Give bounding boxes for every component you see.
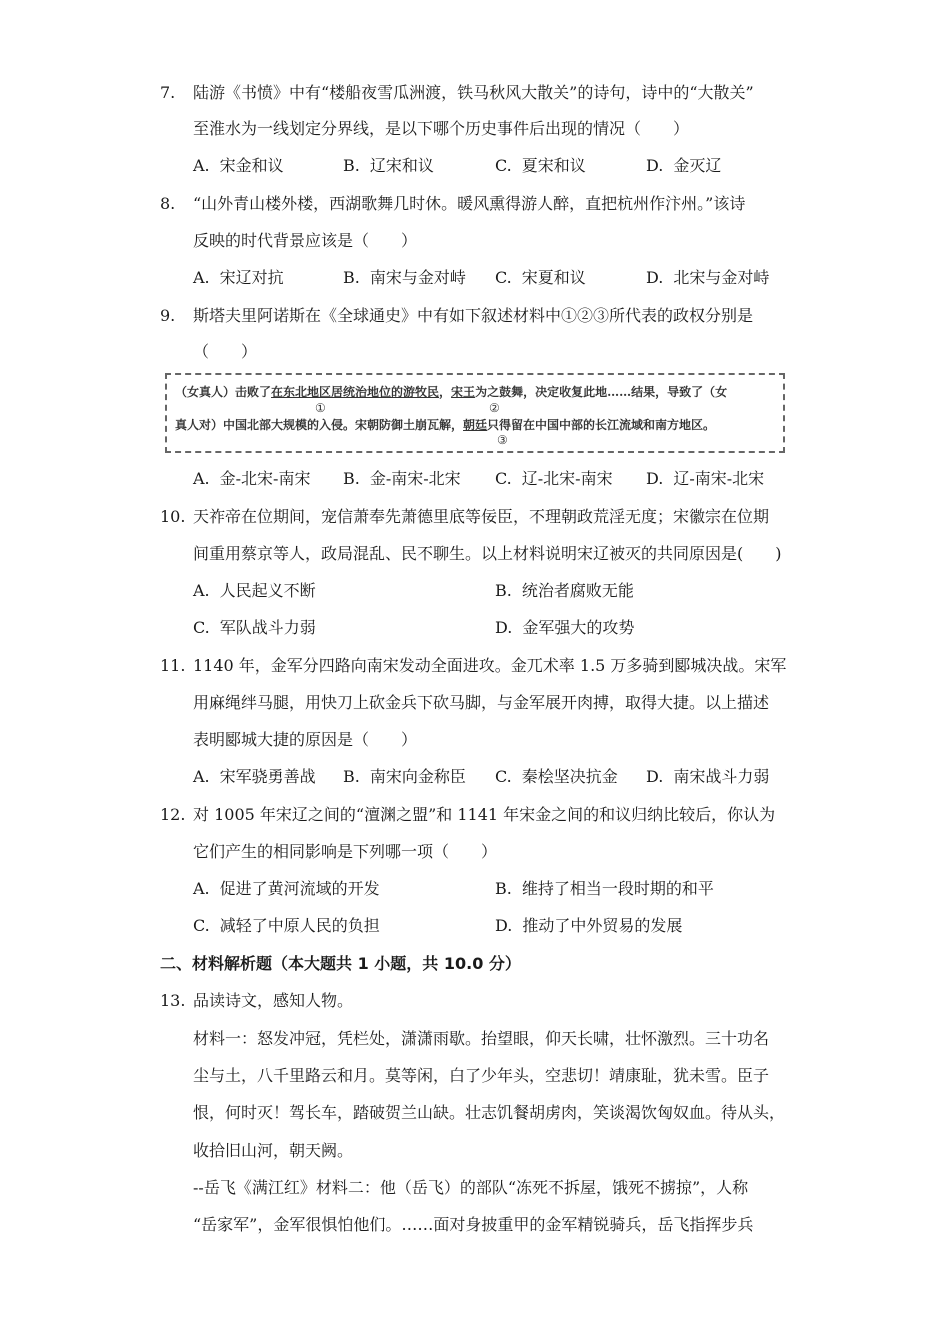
question-13-number: 13.: [160, 991, 186, 1010]
underline-court: 朝廷: [463, 418, 488, 432]
underline-song-king: 宋王: [451, 385, 476, 399]
question-10-option-d[interactable]: D. 金军强大的攻势: [495, 618, 635, 637]
question-11-text-line-3: 表明郾城大捷的原因是（ ）: [193, 730, 418, 749]
question-11-text-line-2: 用麻绳绊马腿，用快刀上砍金兵下砍马脚，与金军展开肉搏，取得大捷。以上描述: [193, 693, 770, 712]
question-8-text-line-1: “山外青山楼外楼，西湖歌舞几时休。暖风熏得游人醉，直把杭州作汴州。”该诗: [193, 194, 746, 213]
question-10-option-c[interactable]: C. 军队战斗力弱: [193, 618, 316, 637]
question-7-option-a[interactable]: A. 宋金和议: [193, 156, 284, 175]
question-12-option-b[interactable]: B. 维持了相当一段时期的和平: [495, 879, 714, 898]
question-13-material-line-4: 收拾旧山河，朝天阙。: [193, 1141, 354, 1160]
question-12-option-a[interactable]: A. 促进了黄河流域的开发: [193, 879, 380, 898]
question-11-text-line-1: 1140 年，金军分四路向南宋发动全面进攻。金兀术率 1.5 万多骑到郾城决战。宋军: [193, 656, 787, 675]
question-9-option-c[interactable]: C. 辽-北宋-南宋: [495, 469, 613, 488]
question-9-number: 9.: [160, 306, 176, 325]
question-10-option-b[interactable]: B. 统治者腐败无能: [495, 581, 634, 600]
question-8-number: 8.: [160, 194, 176, 213]
marker-1: ①: [315, 401, 326, 415]
question-7-text-line-2: 至淮水为一线划定分界线，是以下哪个历史事件后出现的情况（ ）: [193, 119, 690, 138]
question-7-text-line-1: 陆游《书愤》中有“楼船夜雪瓜洲渡，铁马秋风大散关”的诗句，诗中的“大散关”: [193, 83, 754, 102]
question-13-material-line-6: “岳家军”，金军很惧怕他们。……面对身披重甲的金军精锐骑兵，岳飞指挥步兵: [193, 1215, 754, 1234]
question-12-option-d[interactable]: D. 推动了中外贸易的发展: [495, 916, 683, 935]
question-10-option-a[interactable]: A. 人民起义不断: [193, 581, 316, 600]
question-13-material-line-1: 材料一：怒发冲冠，凭栏处，潇潇雨歇。抬望眼，仰天长啸，壮怀激烈。三十功名: [193, 1029, 770, 1048]
question-12-number: 12.: [160, 805, 186, 824]
question-11-option-c[interactable]: C. 秦桧坚决抗金: [495, 767, 618, 786]
question-12-text-line-1: 对 1005 年宋辽之间的“澶渊之盟”和 1141 年宋金之间的和议归纳比较后，你认为: [193, 805, 776, 824]
question-13-material-line-3: 恨，何时灭！驾长车，踏破贺兰山缺。壮志饥餐胡虏肉，笑谈渴饮匈奴血。待从头，: [193, 1103, 786, 1122]
material-box-line-1: （女真人）击败了在东北地区居统治地位的游牧民，宋王为之鼓舞，决定收复此地……结果，导致了（女: [175, 385, 728, 399]
material-box-line-2: 真人对）中国北部大规模的入侵。宋朝防御土崩瓦解，朝廷只得留在中国中部的长江流域和南方地区。: [175, 418, 716, 432]
question-7-option-c[interactable]: C. 夏宋和议: [495, 156, 586, 175]
question-8-option-b[interactable]: B. 南宋与金对峙: [343, 268, 466, 287]
question-11-option-b[interactable]: B. 南宋向金称臣: [343, 767, 466, 786]
question-7-option-d[interactable]: D. 金灭辽: [646, 156, 722, 175]
question-10-number: 10.: [160, 507, 186, 526]
question-9-option-a[interactable]: A. 金-北宋-南宋: [193, 469, 311, 488]
question-9-text-line-1: 斯塔夫里阿诺斯在《全球通史》中有如下叙述材料中①②③所代表的政权分别是: [193, 306, 754, 325]
question-10-text-line-2: 间重用蔡京等人，政局混乱、民不聊生。以上材料说明宋辽被灭的共同原因是( ): [193, 544, 782, 563]
question-12-option-c[interactable]: C. 减轻了中原人民的负担: [193, 916, 380, 935]
question-11-number: 11.: [160, 656, 186, 675]
question-9-text-line-2: （ ）: [193, 342, 258, 361]
question-9-option-d[interactable]: D. 辽-南宋-北宋: [646, 469, 765, 488]
question-11-option-d[interactable]: D. 南宋战斗力弱: [646, 767, 770, 786]
underline-nomads: 在东北地区居统治地位的游牧民: [271, 385, 440, 399]
question-8-option-d[interactable]: D. 北宋与金对峙: [646, 268, 770, 287]
section-heading-material-analysis: 二、材料解析题（本大题共 1 小题，共 10.0 分）: [160, 954, 521, 973]
question-8-option-c[interactable]: C. 宋夏和议: [495, 268, 586, 287]
marker-3: ③: [497, 433, 508, 447]
question-8-option-a[interactable]: A. 宋辽对抗: [193, 268, 284, 287]
question-12-text-line-2: 它们产生的相同影响是下列哪一项（ ）: [193, 842, 498, 861]
question-9-option-b[interactable]: B. 金-南宋-北宋: [343, 469, 461, 488]
question-10-text-line-1: 天祚帝在位期间，宠信萧奉先萧德里底等佞臣，不理朝政荒淫无度；宋徽宗在位期: [193, 507, 770, 526]
question-13-prompt: 品读诗文，感知人物。: [193, 991, 354, 1010]
question-9-material-box: [165, 373, 785, 453]
question-13-material-line-5: --岳飞《满江红》材料二：他（岳飞）的部队“冻死不拆屋，饿死不掳掠”，人称: [193, 1178, 749, 1197]
question-7-number: 7.: [160, 83, 176, 102]
question-11-option-a[interactable]: A. 宋军骁勇善战: [193, 767, 316, 786]
question-13-material-line-2: 尘与土，八千里路云和月。莫等闲，白了少年头，空悲切！靖康耻，犹未雪。臣子: [193, 1066, 770, 1085]
question-7-option-b[interactable]: B. 辽宋和议: [343, 156, 434, 175]
marker-2: ②: [489, 401, 500, 415]
question-8-text-line-2: 反映的时代背景应该是（ ）: [193, 231, 418, 250]
